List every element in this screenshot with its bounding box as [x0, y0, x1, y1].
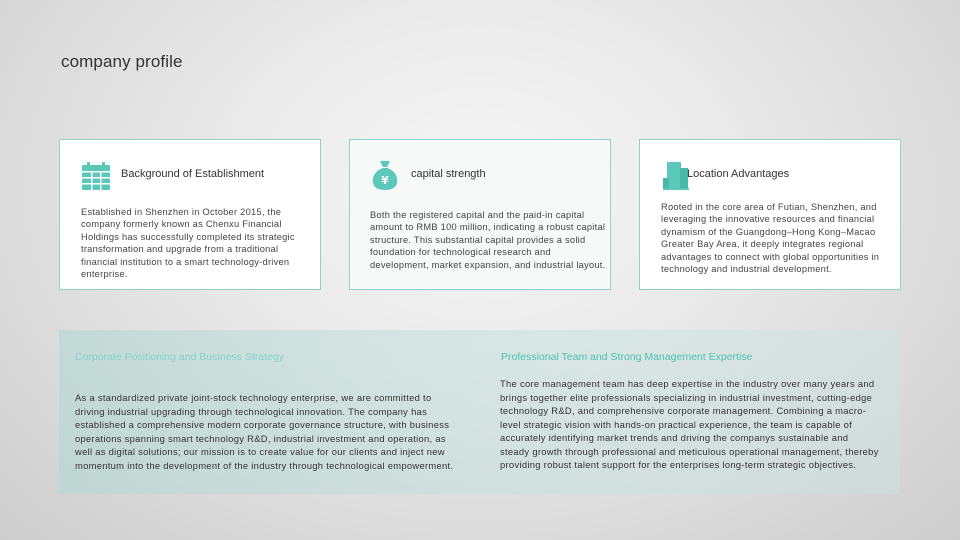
money-bag-icon — [372, 160, 398, 195]
calendar-icon — [82, 162, 110, 195]
card-location-advantages — [639, 139, 901, 290]
card-heading: Location Advantages — [687, 168, 790, 180]
bottom-panel — [59, 330, 900, 494]
card-capital-strength — [349, 139, 611, 290]
section-body-corporate-positioning: As a standardized private joint-stock technology enterprise, we are committed to driving industrial upgrading through technological innovation. The company has established a comprehensive modern corporate governance structure, with business operations spanning smart technology R&D, industrial investment and operation, as well as digital solutions; our mission is to create value for our clients and inject new momentum into the development of the industry through technological empowerment. — [75, 392, 454, 471]
svg-text:¥: ¥ — [381, 174, 389, 187]
building-icon — [663, 160, 689, 195]
section-title-professional-team: Professional Team and Strong Management Expertise — [501, 351, 753, 363]
section-body-professional-team: The core management team has deep expertise in the industry over many years and brings together elite professionals specializing in industrial investment, cutting-edge technology R&D, and comprehensive corporate management. Combining a macro-level strategic vision with hands-on practical experience, the team is capable of accurately identifying market trends and driving the companys sustainable and steady growth through professional and meticulous operational management, thereby providing robust talent support for the enterprises long-term strategic objectives. — [500, 378, 879, 470]
card-background-of-establishment — [59, 139, 321, 290]
card-body: Both the registered capital and the paid-in capital amount to RMB 100 million, indicating a robust capital structure. This substantial capital provides a solid foundation for technological research and development, market expansion, and industrial layout. — [370, 210, 606, 270]
card-heading: capital strength — [411, 168, 486, 180]
card-body: Rooted in the core area of Futian, Shenzhen, and leveraging the innovative resources and financial dynamism of the Guangdong–Hong Kong–Macao Greater Bay Area, it deeply integrates regional advantages to connect with global opportunities in technology and industrial development. — [661, 202, 880, 275]
card-heading: Background of Establishment — [121, 168, 265, 180]
page-title: company profile — [61, 52, 183, 71]
section-title-corporate-positioning: Corporate Positioning and Business Strategy — [75, 351, 284, 363]
card-body: Established in Shenzhen in October 2015, the company formerly known as Chenxu Financial Holdings has successfully completed its strategic transformation and upgrade from a traditional financial institution to a smart technology-driven enterprise. — [81, 207, 295, 280]
